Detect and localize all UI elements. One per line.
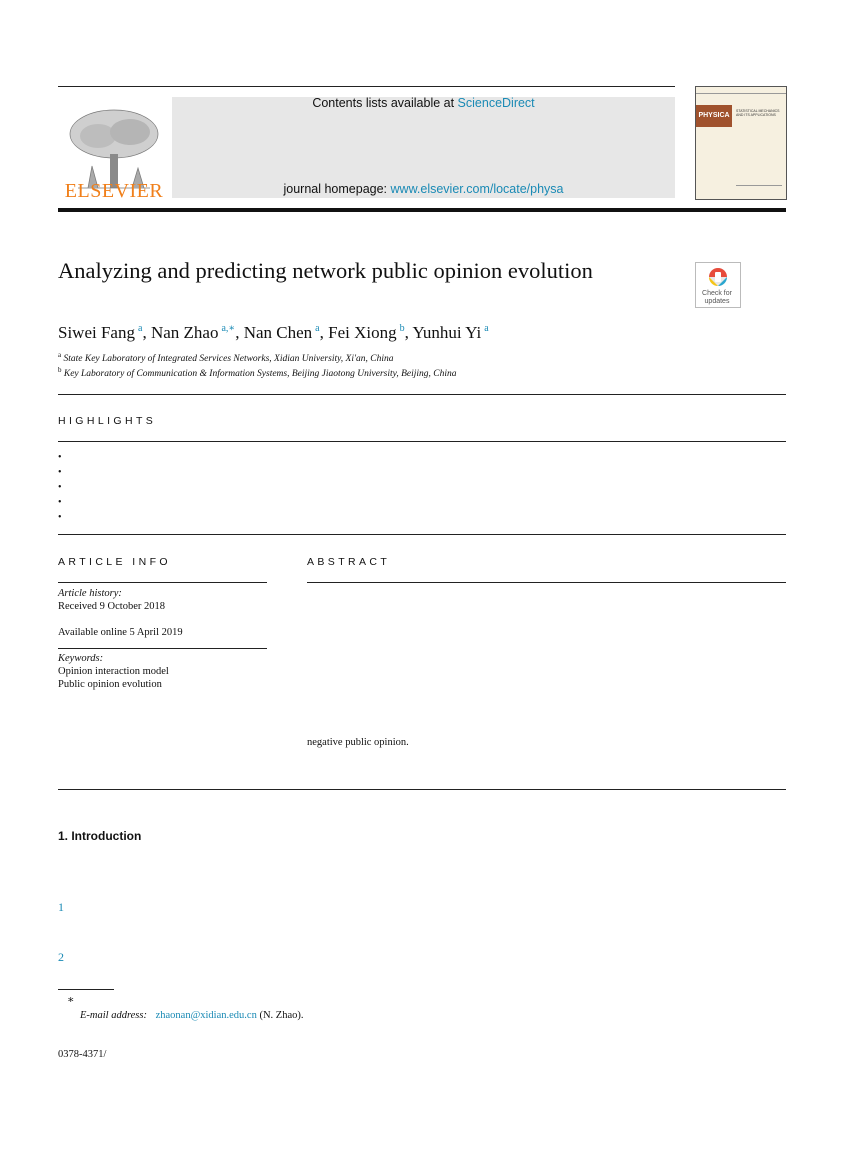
affiliation-b-mark: b xyxy=(58,366,62,374)
email-suffix: (N. Zhao). xyxy=(256,1010,304,1021)
affiliation-a xyxy=(58,351,394,364)
author-name[interactable]: Nan Zhao xyxy=(150,323,219,342)
highlight-bullet: • xyxy=(58,512,62,523)
author-name[interactable]: Fei Xiong xyxy=(328,323,397,342)
email-link[interactable]: zhaonan@xidian.edu.cn xyxy=(155,1010,257,1021)
highlight-bullet: • xyxy=(58,467,62,478)
contents-prefix: Contents lists available at xyxy=(312,96,458,110)
history-label: Article history: xyxy=(58,588,122,599)
keywords-rule xyxy=(58,648,267,649)
author-affiliation-mark[interactable]: b xyxy=(399,323,405,335)
divider xyxy=(58,441,786,442)
footnote-marker-1[interactable]: 1 xyxy=(58,900,64,914)
article-info-rule xyxy=(58,582,267,583)
issn: 0378-4371/ xyxy=(58,1049,107,1060)
footnote-marker-2[interactable]: 2 xyxy=(58,950,64,964)
divider xyxy=(58,534,786,535)
highlight-bullet: • xyxy=(58,452,62,463)
highlights-heading: HIGHLIGHTS xyxy=(58,415,157,427)
journal-cover-thumbnail[interactable] xyxy=(695,86,787,200)
top-rule xyxy=(58,86,675,87)
affiliation-b-text: Key Laboratory of Communication & Information Systems, Beijing Jiaotong University, Beijing, China xyxy=(63,369,457,380)
footnote-email-line xyxy=(80,1010,303,1021)
abstract-text: negative public opinion. xyxy=(307,737,409,748)
author-name[interactable]: Siwei Fang xyxy=(58,323,135,342)
keyword-item: Opinion interaction model xyxy=(58,666,169,677)
author-affiliation-mark[interactable]: a,∗ xyxy=(221,323,236,335)
header-bottom-bar xyxy=(58,208,786,212)
sciencedirect-link[interactable]: ScienceDirect xyxy=(457,96,535,110)
cover-journal-name: PHYSICA xyxy=(696,105,732,127)
author-name[interactable]: Yunhui Yi xyxy=(412,323,482,342)
abstract-rule xyxy=(307,582,786,583)
highlight-bullet: • xyxy=(58,497,62,508)
divider xyxy=(58,394,786,395)
article-info-heading: ARTICLE INFO xyxy=(58,556,171,568)
homepage-prefix: journal homepage: xyxy=(283,182,391,196)
affiliation-b xyxy=(58,366,457,379)
affiliation-a-mark: a xyxy=(58,351,62,359)
elsevier-wordmark: ELSEVIER xyxy=(64,180,164,202)
author-list xyxy=(58,323,489,343)
author-affiliation-mark[interactable]: a xyxy=(315,323,320,335)
introduction-heading: 1. Introduction xyxy=(58,829,142,843)
abstract-heading: ABSTRACT xyxy=(307,556,391,568)
footnote-rule xyxy=(58,989,114,990)
author-separator: , xyxy=(142,323,151,342)
author-separator: , xyxy=(404,323,413,342)
author-name[interactable]: Nan Chen xyxy=(243,323,313,342)
email-label: E-mail address: xyxy=(80,1010,147,1021)
author-affiliation-mark[interactable]: a xyxy=(484,323,489,335)
homepage-line xyxy=(172,182,675,196)
divider xyxy=(58,789,786,790)
author-separator: , xyxy=(319,323,329,342)
contents-line xyxy=(172,96,675,110)
article-title: Analyzing and predicting network public opinion evolution xyxy=(58,258,593,283)
highlight-bullet: • xyxy=(58,482,62,493)
crossmark-label: Check for updates xyxy=(702,290,732,305)
author-affiliation-mark[interactable]: a xyxy=(137,323,143,335)
received-date: Received 9 October 2018 xyxy=(58,601,166,612)
keyword-item: Public opinion evolution xyxy=(58,679,162,690)
affiliation-a-text: State Key Laboratory of Integrated Services Networks, Xidian University, Xi'an, China xyxy=(63,354,394,365)
author-separator: , xyxy=(235,323,244,342)
footnote-star: ∗ xyxy=(67,994,75,1006)
journal-homepage-link[interactable]: www.elsevier.com/locate/physa xyxy=(390,182,564,196)
available-date: Available online 5 April 2019 xyxy=(58,627,183,638)
cover-subtitle: STATISTICAL MECHANICS AND ITS APPLICATIONS xyxy=(736,109,780,117)
keywords-label: Keywords: xyxy=(58,653,104,664)
